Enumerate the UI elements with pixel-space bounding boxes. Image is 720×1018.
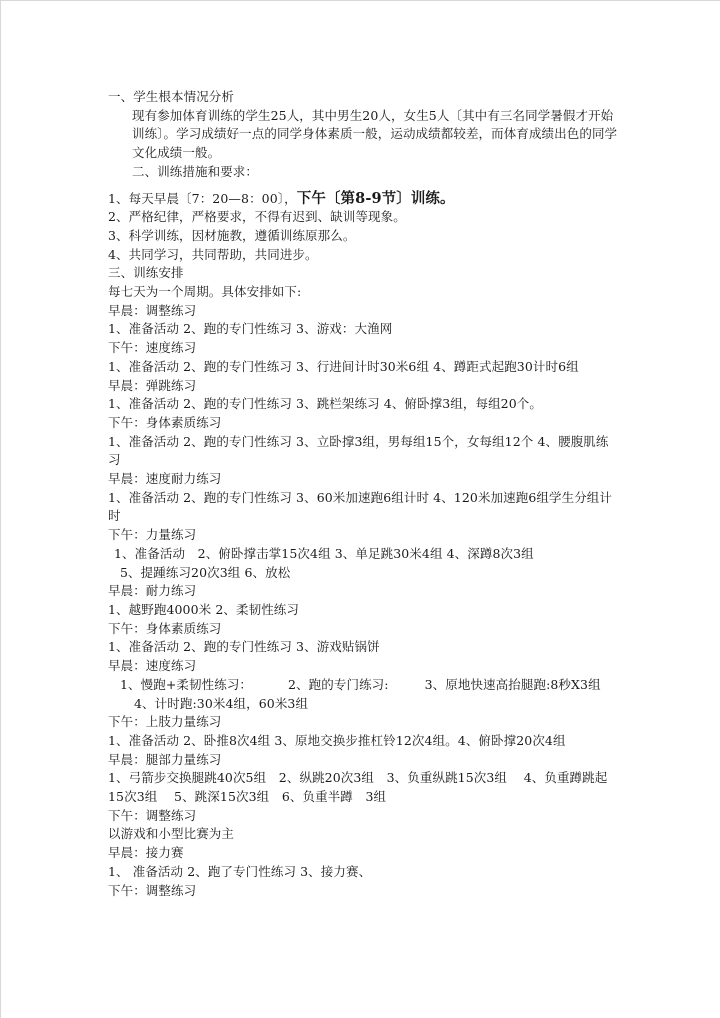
- schedule-line: 下午：力量练习: [108, 527, 197, 543]
- schedule-line: 早晨：接力赛: [108, 845, 184, 861]
- schedule-line: 1、准备活动 2、跑的专门性练习 3、游戏：大渔网: [108, 321, 393, 337]
- schedule-line: 下午：身体素质练习: [108, 620, 222, 636]
- schedule-line: 1、 准备活动 2、跑了专门性练习 3、接力赛、: [108, 863, 372, 879]
- section-1-paragraph: 现有参加体育训练的学生25人，其中男生20人，女生5人〔其中有三名同学暑假才开始训练〕。学习成绩好一点的同学身体素质一般，运动成绩都较差，而体育成绩出色的同学文化成绩一般。: [132, 107, 618, 161]
- schedule-line: 早晨：弹跳练习: [108, 377, 197, 393]
- schedule-line-part: 1、慢跑+柔韧性练习：: [120, 676, 253, 692]
- requirement-item-4: 4、共同学习，共同帮助，共同进步。: [108, 246, 318, 262]
- schedule-line: 以游戏和小型比赛为主: [108, 826, 235, 842]
- section-2-heading: 二、训练措施和要求：: [132, 163, 259, 179]
- schedule-line: 4、计时跑:30米4组，60米3组: [134, 695, 309, 711]
- schedule-line: 1、准备活动 2、跑的专门性练习 3、跳栏架练习 4、俯卧撑3组，每组20个。: [108, 396, 542, 412]
- schedule-line: 1、准备活动 2、跑的专门性练习 3、60米加速跑6组计时 4、120米加速跑6组学生分组计时: [108, 489, 613, 524]
- schedule-line: 下午：速度练习: [108, 340, 197, 356]
- schedule-line: 1、准备活动 2、跑的专门性练习 3、游戏贴锅饼: [108, 639, 380, 655]
- schedule-line: 早晨：耐力练习: [108, 583, 197, 599]
- schedule-line: 早晨：速度练习: [108, 658, 197, 674]
- requirement-item-1-emphasis: 下午〔第8-9节〕训练。: [296, 189, 455, 207]
- schedule-line: 1、准备活动 2、跑的专门性练习 3、行进间计时30米6组 4、蹲距式起跑30计时6组: [108, 358, 579, 374]
- schedule-line: 早晨：腿部力量练习: [108, 751, 222, 767]
- schedule-line-part: 2、跑的专门练习:: [288, 676, 389, 692]
- schedule-line: 下午：调整练习: [108, 882, 197, 898]
- schedule-line: 早晨：调整练习: [108, 302, 197, 318]
- schedule-line: 1、准备活动 2、卧推8次4组 3、原地交换步推杠铃12次4组。4、俯卧撑20次4组: [108, 732, 566, 748]
- document-body: [108, 88, 618, 900]
- section-3-heading: 三、训练安排: [108, 265, 184, 281]
- schedule-intro: 每七天为一个周期。具体安排如下:: [108, 284, 302, 300]
- schedule-line: 1、准备活动 2、俯卧撑击掌15次4组 3、单足跳30米4组 4、深蹲8次3组: [114, 545, 534, 561]
- page-edge-left: [0, 0, 1, 1018]
- requirement-item-3: 3、科学训练，因材施教，遵循训练原那么。: [108, 227, 356, 243]
- requirement-item-1-text: 1、每天早晨〔7：20—8：00〕，: [108, 190, 297, 206]
- schedule-line: 早晨：速度耐力练习: [108, 471, 222, 487]
- schedule-line: 1、弓箭步交换腿跳40次5组 2、纵跳20次3组 3、负重纵跳15次3组 4、负重蹲跳起15次3组 5、跳深15次3组 6、负重半蹲 3组: [108, 770, 608, 805]
- schedule-line: 5、提踵练习20次3组 6、放松: [120, 564, 291, 580]
- schedule-line: 下午：身体素质练习: [108, 414, 222, 430]
- schedule-line: 下午：调整练习: [108, 807, 197, 823]
- schedule-line: [108, 676, 618, 695]
- schedule-line: 1、越野跑4000米 2、柔韧性练习: [108, 601, 299, 617]
- requirement-item-1: [108, 190, 618, 209]
- page-edge-top: [0, 0, 720, 1]
- section-1-heading: 一、学生根本情况分析: [108, 89, 235, 104]
- schedule-line-part: 3、原地快速高抬腿跑:8秒X3组: [424, 676, 601, 692]
- requirement-item-2: 2、严格纪律，严格要求，不得有迟到、缺训等现象。: [108, 209, 406, 225]
- schedule-line: 下午：上肢力量练习: [108, 714, 222, 730]
- schedule-line: 1、准备活动 2、跑的专门性练习 3、立卧撑3组，男每组15个，女每组12个 4、腰腹肌练习: [108, 433, 609, 468]
